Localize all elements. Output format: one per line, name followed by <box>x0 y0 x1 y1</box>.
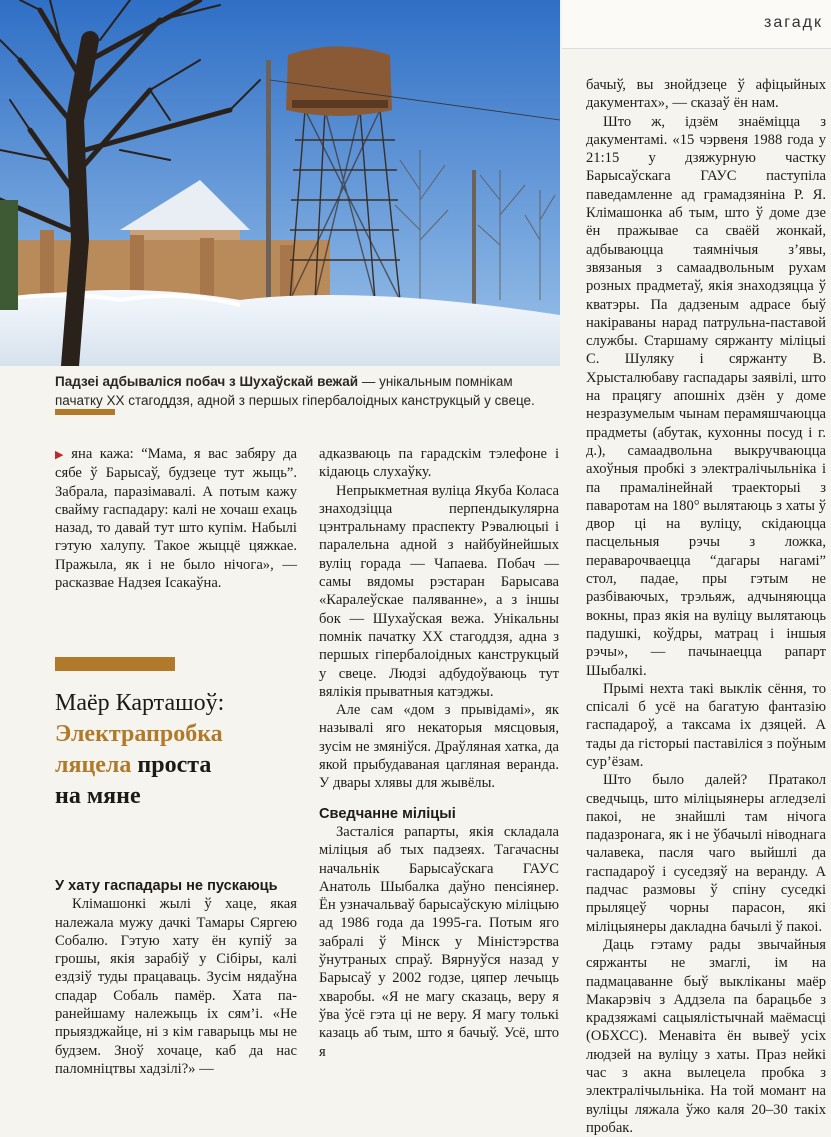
section-header-tab <box>562 0 831 49</box>
caption-rule <box>55 409 115 415</box>
paragraph: Клімашонкі жылі ў хаце, якая належала мужу дачкі Тамары Сяргею Собалю. Гэтую хату ён купіў за грошы, якія зарабіў у Сібіры, калі ездзіў туды працаваць. Зусім нядаўна спадар Собаль памёр. Хата па-ранейшаму належыць іх сям’і. «Не прыязджайце, ні з кім гаварыць мы не будзем. Зноў хочаце, каб да нас паломніцтвы хадзілі?» — <box>55 896 297 1077</box>
column-1-bottom <box>55 877 297 1078</box>
column-1-top <box>55 445 297 592</box>
column-2 <box>319 445 559 1061</box>
column-3 <box>586 76 826 1137</box>
inset-line-1: Маёр Карташоў: <box>55 690 225 716</box>
section-title: загадк <box>764 14 823 31</box>
section-heading: У хату гаспадары не пускаюць <box>55 878 278 894</box>
inset-rule <box>55 657 175 671</box>
triangle-marker-icon: ▶ <box>55 449 68 461</box>
inset-quote-title <box>55 688 295 812</box>
inset-line-2: Электрапробка ляцела проста <box>55 721 223 778</box>
photo-illustration <box>0 0 560 366</box>
paragraph: адказваюць па гарадскім тэлефоне і кідаюць слухаўку. <box>319 446 559 481</box>
paragraph: бачыў, вы знойдзеце ў афіцыйных дакументах», — сказаў ён нам. <box>586 77 826 112</box>
paragraph: Даць гэтаму рады звычайныя сяржанты не змаглі, ім на падмацаванне быў выкліканы маёр Макарэвіч з Аддзела па барацьбе з крадзяжамі сацыялістычнай маёмасці (ОБХСС). Менавіта ён вывеў усіх людзей на вуліцу з хаты. Праз нейкі час з акна вылецела пробка з электралічыльніка. На той момант на вуліцы ляжала ўжо каля 20–30 такіх пробак. <box>586 936 826 1136</box>
inset-line-4: на мяне <box>55 783 141 809</box>
paragraph: Непрыкметная вуліца Якуба Коласа знаходзіцца перпендыкулярна цэнтральнаму праспекту Рэвалюцыі і паралельна адной з найбуйнейшых вуліц горада — Чапаева. Побач — самы вядомы рэстаран Барысава «Каралеўскае паляванне», а з іншы бок — Шухаўская вежа. Унікальны помнік пачатку XX стагоддзя, адна з першых гіпербалоідных канструкцый у свеце. Людзі адбудоўваюць тут вялікія прыватныя катэджы. <box>319 482 559 700</box>
paragraph: Прымі нехта такі выклік сёння, то спісалі б усё на багатую фантазію гаспадароў, а таксама іх дзяцей. А тады да гісторыі паставіліся з поўным сур’ёзам. <box>586 680 826 770</box>
paragraph: Што ж, ідзём знаёміцца з дакументамі. «15 чэрвеня 1988 года у 21:15 у дзяжурную частку Барысаўскага ГАУС паступіла паведамленне ад грамадзяніна Р. Я. Клімашонка аб тым, што ў доме дзе ён пражывае са сваёй жонкай, адбываюцца таямнічыя з’явы, звязаныя з самаадвольным рухам розных прадметаў, якія знаходзяцца ў кватэры. Па дадзеным адрасе быў накіраваны нарад патрульна-паставой службы. Старшаму сяржанту міліцыі С. Шуляку і сяржанту В. Хрысталюбаву гаспадары заявілі, што на працягу апошніх дзён у доме незразумелым чынам перамяшчаюцца прадметы (абутак, кухонны посуд і г. д.), самаадвольна выкручваюцца ахоўныя пробкі з электралічыльніка і па прамалінейнай траекторыі з паваротам на 180° вылятаюць з хаты ў двор ці на вуліцу, скідаюцца пасцельныя рэчы з ложка, пераварочваецца “дагары нагамі” стол, падае, пры гэтым не разбіваючых, трэльяж, адчыняюцца вокны, праз якія на вуліцу вылятаюць падушкі, коўдры, матрац і іншыя рэчы», — пачынаецца рапарт Шыбалкі. <box>586 113 826 679</box>
paragraph: Што было далей? Пратакол сведчыць, што міліцыянеры агледзелі пакоі, не знайшлі там нічога падазронага, як і не ўбачылі ніводнага чалавека, пасля чаго выйшлі да гаспадароў і суседзяў на веранду. А падчас размовы ў спіну суседкі прыляцеў чорны парасон, які міліцыянеры дакладна бачылі ў пакоі. <box>586 772 826 935</box>
section-heading: Сведчанне міліцыі <box>319 805 456 822</box>
paragraph: Але сам «дом з прывідамі», як называлі яго некаторыя мясцовыя, зусім не змяніўся. Драўляная хатка, да якой прыбудаваная цагляная веранда. У двары хлявы для жывёлы. <box>319 702 559 792</box>
caption-text: — унікальным помнікам пачатку XX стагоддзя, адной з першых гіпербалоідных канструкцый у свеце. <box>55 374 535 408</box>
inset-accent: Электрапробка ляцела <box>55 721 223 778</box>
caption-bold: Падзеі адбываліся побач з Шухаўскай вежай <box>55 374 359 389</box>
paragraph: Засталіся рапарты, якія складала міліцыя аб тых падзеях. Тагачасны начальнік Барысаўскага ГАУС Анатоль Шыбалка даўно пенсіянер. Ён узначальваў барысаўскую міліцыю ад 1986 года да 1995-га. Потым яго забралі ў Мінск у Міністэрства ўнутраных спраў. Вярнуўся назад у Барысаў у 2002 годзе, цяпер лечыць хваробы. «Я не магу сказаць, веру я ўва ўсё гэта ці не веру. Я магу толькі казаць аб тым, што я бачыў. Усё, што я <box>319 823 559 1060</box>
water-tower-photo <box>0 0 560 366</box>
paragraph: ▶ яна кажа: “Мама, я вас забяру да сябе ў Барысаў, будзеце тут жыць”. Забрала, паразімавалі. А потым кажу свайму гаспадару: калі не хочаш ехаць назад, то давай тут што купім. Набылі гэтую халупу. Такое жыццё цяжкае. Пражыла, як і не было нічога», — расказвае Надзея Ісакаўна. <box>55 446 297 592</box>
photo-caption <box>55 372 555 410</box>
